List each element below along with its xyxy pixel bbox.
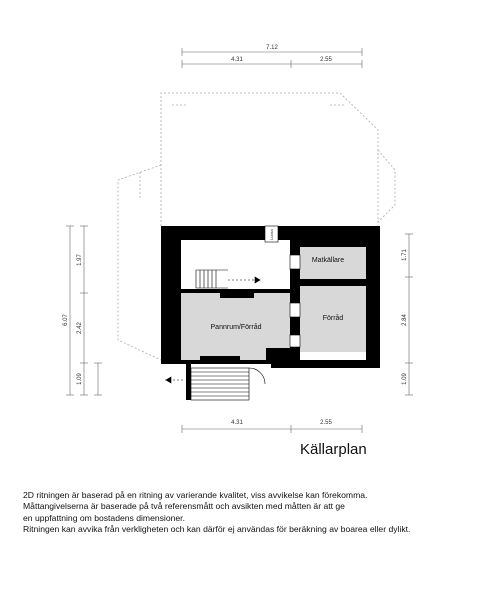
dim-right-bottom: 1.09 bbox=[402, 373, 408, 385]
room-label-forrad: Förråd bbox=[322, 315, 344, 322]
dim-left-top: 1.97 bbox=[77, 254, 83, 266]
disclaimer-line: 2D ritningen är baserad på en ritning av varierande kvalitet, viss avvikelse kan förekomma. bbox=[23, 490, 368, 500]
upper-stairs bbox=[196, 270, 260, 288]
dim-left-total: 6.07 bbox=[63, 314, 69, 326]
disclaimer-line: Ritningen kan avvika från verkligheten och kan därför ej användas för beräkning av boarea eller dylikt. bbox=[23, 524, 411, 535]
dim-left-mid: 2.42 bbox=[77, 322, 83, 334]
entry-wall-left bbox=[186, 364, 191, 400]
entry-landing bbox=[161, 364, 271, 400]
left-dimensions bbox=[66, 226, 102, 395]
disclaimer-text bbox=[23, 490, 473, 536]
top-dimensions bbox=[182, 48, 362, 68]
plan-title: Källarplan bbox=[300, 441, 367, 458]
bottom-dimensions bbox=[182, 425, 362, 433]
hatch-label: Lucka bbox=[269, 229, 274, 240]
dim-right-top: 1.71 bbox=[402, 249, 408, 261]
disclaimer-line: Måttangivelserna är baserade på två referensmått och avsikten med måtten är att ge bbox=[23, 501, 345, 512]
dim-top-left: 4.31 bbox=[231, 57, 243, 63]
dim-bottom-right: 2.55 bbox=[320, 420, 332, 426]
dim-left-bottom: 1.09 bbox=[77, 373, 83, 385]
dim-right-mid: 2.84 bbox=[402, 314, 408, 326]
dim-top-total: 7.12 bbox=[266, 45, 278, 51]
room-label-matkallare: Matkällare bbox=[311, 257, 345, 264]
room-label-pannrum: Pannrum/Förråd bbox=[210, 324, 262, 331]
dim-top-right: 2.55 bbox=[320, 57, 332, 63]
dim-bottom-left: 4.31 bbox=[231, 420, 243, 426]
disclaimer-line: en uppfattning om bostadens dimensioner. bbox=[23, 512, 185, 523]
